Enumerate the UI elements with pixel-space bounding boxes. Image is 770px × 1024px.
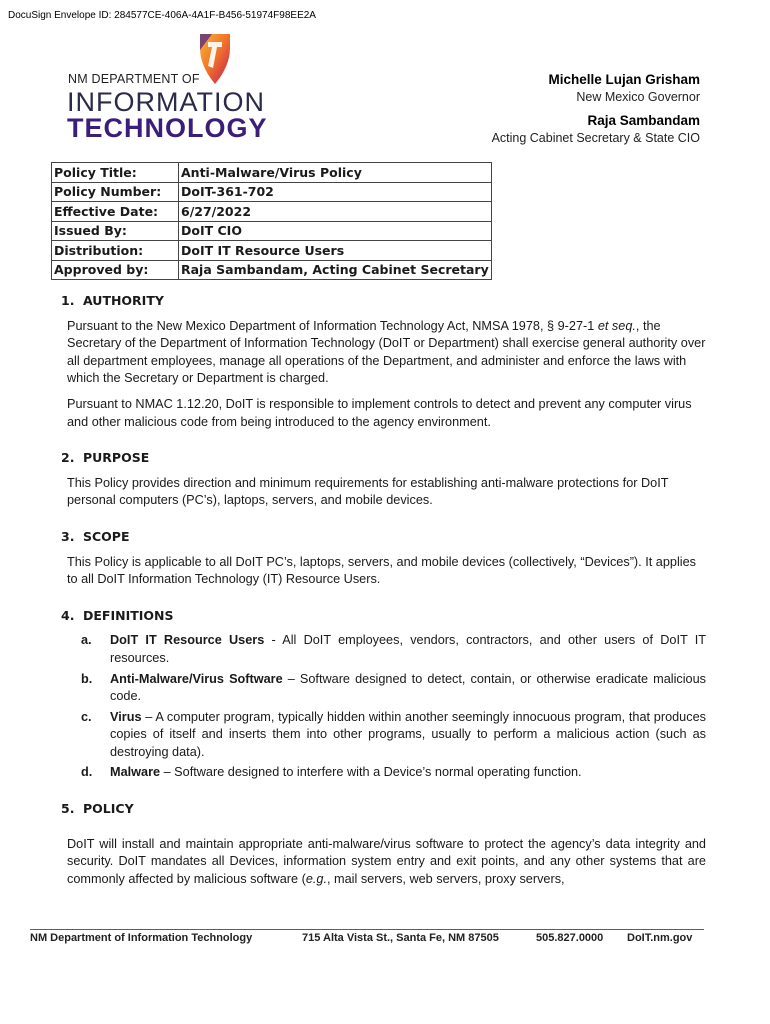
section-heading-definitions: 4. DEFINITIONS [61,607,174,623]
docusign-envelope-id: DocuSign Envelope ID: 284577CE-406A-4A1F-B456-51974F98EE2A [8,10,316,21]
meta-value: DoIT CIO [179,221,492,241]
cio-name: Raja Sambandam [587,113,700,128]
table-row [52,260,492,280]
list-item: a. DoIT IT Resource Users - All DoIT employees, vendors, contractors, and other users of DoIT IT resources. [81,633,706,665]
policy-body [61,292,706,896]
purpose-paragraph: This Policy provides direction and minimum requirements for establishing anti-malware protections for DoIT personal computers (PC’s), laptops, servers, and mobile devices. [67,475,669,508]
meta-value: Raja Sambandam, Acting Cabinet Secretary [179,260,492,280]
table-row [52,202,492,222]
footer-website[interactable]: DoIT.nm.gov [627,932,693,944]
table-row [52,182,492,202]
footer-divider [30,929,704,930]
table-row [52,241,492,261]
officials-block [492,72,700,145]
meta-label: Approved by: [52,260,179,280]
meta-label: Issued By: [52,221,179,241]
policy-meta-table [51,162,492,280]
meta-label: Effective Date: [52,202,179,222]
list-item: b. Anti-Malware/Virus Software – Software designed to detect, contain, or otherwise eradicate malicious code. [81,671,707,704]
section-heading-purpose: 2. PURPOSE [61,450,150,466]
meta-value: DoIT IT Resource Users [179,241,492,261]
authority-paragraph-1: Pursuant to the New Mexico Department of Information Technology Act, NMSA 1978, § 9-27-1 et seq., the Secretary of the Department of Information Technology (DoIT or Department) shall exercise general authority over all department employees, manage all operations of the Department, and administer and enforce the laws with which the Secretary or Department is charged. [67,318,706,386]
meta-label: Policy Number: [52,182,179,202]
scope-paragraph: This Policy is applicable to all DoIT PC’s, laptops, servers, and mobile devices (collectively, “Devices”). It applies to all DoIT Information Technology (IT) Resource Users. [67,554,696,587]
governor-name: Michelle Lujan Grisham [548,72,700,87]
logo-dept-text: NM DEPARTMENT OF [68,72,200,86]
footer-address: 715 Alta Vista St., Santa Fe, NM 87505 [302,932,499,944]
section-heading-scope: 3. SCOPE [61,528,130,544]
governor-title: New Mexico Governor [576,90,700,104]
section-heading-authority: 1. AUTHORITY [61,293,164,308]
list-item: d. Malware – Software designed to interfere with a Device’s normal operating function. [81,765,582,780]
logo-information-text: INFORMATION [67,87,265,117]
table-row [52,221,492,241]
list-item: c. Virus – A computer program, typically hidden within another seemingly innocuous program, that produces copies of itself and inserts them into other programs, usually to perform a malicious action (such as destroying data). [81,709,706,759]
meta-value: 6/27/2022 [179,202,492,222]
meta-label: Distribution: [52,241,179,261]
policy-paragraph: DoIT will install and maintain appropriate anti-malware/virus software to protect the agency’s data integrity and security. DoIT mandates all Devices, information system entry and exit points, and any other systems that are commonly affected by malicious software (e.g., mail servers, web servers, proxy servers, [67,836,706,886]
authority-paragraph-2: Pursuant to NMAC 1.12.20, DoIT is responsible to implement controls to detect and prevent any computer virus and other malicious code from being introduced to the agency environment. [67,396,692,429]
cio-title: Acting Cabinet Secretary & State CIO [491,131,700,145]
nm-doit-logo [68,32,268,142]
meta-label: Policy Title: [52,163,179,183]
definitions-list [81,632,706,782]
logo-technology-text: TECHNOLOGY [67,113,268,143]
meta-value: Anti-Malware/Virus Policy [179,163,492,183]
location-pin-logo-icon [198,32,232,86]
footer-org: NM Department of Information Technology [30,932,253,944]
section-heading-policy: 5. POLICY [61,801,134,817]
footer-phone: 505.827.0000 [536,932,604,944]
table-row [52,163,492,183]
meta-value: DoIT-361-702 [179,182,492,202]
